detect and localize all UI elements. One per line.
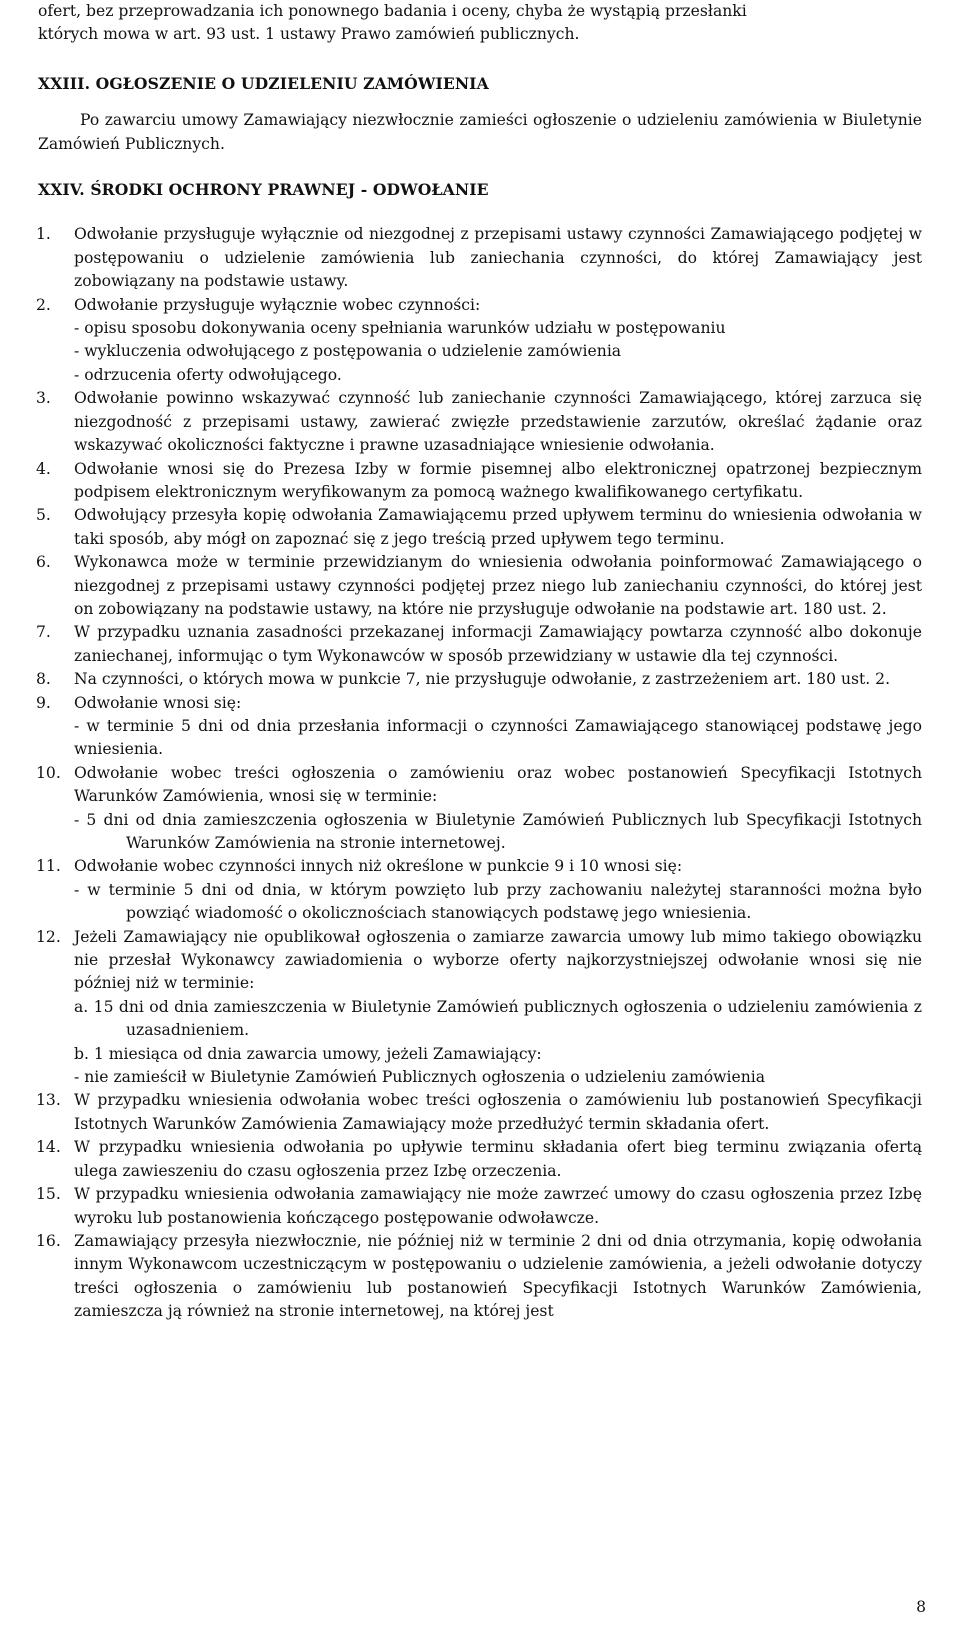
list-item-body xyxy=(74,387,922,457)
list-item xyxy=(34,504,922,551)
list-item-number: 2. xyxy=(36,295,51,314)
list-item-text: W przypadku wniesienia odwołania wobec treści ogłoszenia o zamówieniu lub postanowień Specyfikacji Istotnych Warunków Zamówienia Zamawiający może przedłużyć termin składania ofert. xyxy=(74,1091,922,1133)
list-item-text: Odwołanie wnosi się do Prezesa Izby w formie pisemnej albo elektronicznej opatrzonej bezpiecznym podpisem elektronicznym weryfikowanym za pomocą ważnego kwalifikowanego certyfikatu. xyxy=(74,459,922,501)
list-item-body xyxy=(74,692,922,762)
list-item-body xyxy=(74,458,922,505)
list-item-number: 14. xyxy=(36,1138,61,1157)
list-item xyxy=(34,387,922,457)
list-item-text: - opisu sposobu dokonywania oceny spełniania warunków udziału w postępowaniu xyxy=(74,319,726,338)
list-item xyxy=(34,855,922,925)
list-item-body xyxy=(74,1089,922,1136)
list-item-body xyxy=(74,551,922,621)
list-item-body xyxy=(74,1183,922,1230)
list-item-body xyxy=(74,504,922,551)
list-item xyxy=(34,762,922,856)
list-item-number: 4. xyxy=(36,459,51,478)
list-item-number: 1. xyxy=(36,225,51,244)
list-item xyxy=(34,458,922,505)
list-item xyxy=(34,926,922,1090)
list-item-subpoint: a. 15 dni od dnia zamieszczenia w Biuletynie Zamówień publicznych ogłoszenia o udzieleniu zamówienia z uzasadnieniem. xyxy=(74,997,922,1040)
list-item-body xyxy=(74,855,922,925)
list-item-number: 10. xyxy=(36,763,61,782)
section-23-text: Po zawarciu umowy Zamawiający niezwłocznie zamieści ogłoszenie o udzieleniu zamówienia w Biuletynie Zamówień Publicznych. xyxy=(38,111,922,153)
list-item xyxy=(34,621,922,668)
list-item-subpoint: - 5 dni od dnia zamieszczenia ogłoszenia w Biuletynie Zamówień Publicznych lub Specyfikacji Istotnych Warunków Zamówienia na stronie internetowej. xyxy=(74,810,922,852)
list-item-number: 12. xyxy=(36,927,61,946)
list-item xyxy=(34,551,922,621)
list-item-body xyxy=(74,621,922,668)
list-item-text: - w terminie 5 dni od dnia przesłania informacji o czynności Zamawiającego stanowiącej podstawę jego wniesienia. xyxy=(74,716,922,759)
page-number: 8 xyxy=(916,1598,926,1616)
list-item-number: 5. xyxy=(36,506,51,525)
list-item xyxy=(34,1230,922,1324)
list-item-text: Odwołanie przysługuje wyłącznie wobec czynności: xyxy=(74,295,481,314)
list-item-text: Odwołanie wnosi się: xyxy=(74,693,242,712)
list-item-body xyxy=(74,668,922,691)
list-item-text: Odwołanie powinno wskazywać czynność lub zaniechanie czynności Zamawiającego, której zarzuca się niezgodność z przepisami ustawy, zawierać zwięzłe przedstawienie zarzutów, określać żądanie oraz wskazywać okoliczności faktyczne i prawne uzasadniające wniesienie odwołania. xyxy=(74,389,922,455)
list-item-number: 15. xyxy=(36,1185,61,1204)
list-item xyxy=(34,223,922,293)
list-item-body xyxy=(74,294,922,388)
section-24-title: XXIV. ŚRODKI OCHRONY PRAWNEJ - ODWOŁANIE xyxy=(38,180,489,200)
list-item xyxy=(34,294,922,388)
list-item-text: Odwołanie wobec czynności innych niż określone w punkcie 9 i 10 wnosi się: xyxy=(74,857,683,876)
list-item-text: Jeżeli Zamawiający nie opublikował ogłoszenia o zamiarze zawarcia umowy lub mimo takiego obowiązku nie przesłał Wykonawcy zawiadomienia o wyborze oferty najkorzystniejszej odwołanie wnosi się nie później niż w terminie: xyxy=(74,927,922,993)
document-page xyxy=(34,0,922,1324)
list-item-text: W przypadku wniesienia odwołania zamawiający nie może zawrzeć umowy do czasu ogłoszenia przez Izbę wyroku lub postanowienia kończącego postępowanie odwoławcze. xyxy=(74,1185,922,1227)
list-item xyxy=(34,1183,922,1230)
list-item-number: 11. xyxy=(36,857,61,876)
list-item-body xyxy=(74,926,922,1090)
intro-line-2: których mowa w art. 93 ust. 1 ustawy Prawo zamówień publicznych. xyxy=(38,25,580,44)
list-item-number: 3. xyxy=(36,389,51,408)
list-item-body xyxy=(74,1136,922,1183)
list-item-body xyxy=(74,1230,922,1324)
section-23-title: XXIII. OGŁOSZENIE O UDZIELENIU ZAMÓWIENIA xyxy=(38,73,489,93)
list-item-number: 13. xyxy=(36,1091,61,1110)
list-item-text: - wykluczenia odwołującego z postępowania o udzielenie zamówienia xyxy=(74,342,622,361)
list-item-body xyxy=(74,223,922,293)
list-item-text: - odrzucenia oferty odwołującego. xyxy=(74,365,342,384)
list-item-number: 6. xyxy=(36,553,51,572)
list-item-text: Zamawiający przesyła niezwłocznie, nie później niż w terminie 2 dni od dnia otrzymania, kopię odwołania innym Wykonawcom uczestniczącym w postępowaniu o udzielenie zamówienia, a jeżeli odwołanie dotyczy treści ogłoszenia o zamówieniu lub postanowień Specyfikacji Istotnych Warunków Zamówienia, zamieszcza ją również na stronie internetowej, na której jest xyxy=(74,1231,922,1321)
list-item-subpoint: - w terminie 5 dni od dnia, w którym powzięto lub przy zachowaniu należytej staranności można było powziąć wiadomość o okolicznościach stanowiących podstawę jego wniesienia. xyxy=(74,880,922,923)
list-item-number: 16. xyxy=(36,1231,61,1250)
intro-line-1: ofert, bez przeprowadzania ich ponownego badania i oceny, chyba że wystąpią przesłanki xyxy=(38,2,747,20)
list-item-text: Odwołanie przysługuje wyłącznie od niezgodnej z przepisami ustawy czynności Zamawiającego podjętej w postępowaniu o udzielenie zamówienia lub zaniechania czynności, do której Zamawiający jest zobowiązany na podstawie ustawy. xyxy=(74,225,922,291)
list-item-text: - nie zamieścił w Biuletynie Zamówień Publicznych ogłoszenia o udzieleniu zamówienia xyxy=(74,1068,766,1087)
list-item xyxy=(34,668,922,691)
list-item-number: 7. xyxy=(36,623,51,642)
list-item-text: Odwołujący przesyła kopię odwołania Zamawiającemu przed upływem terminu do wniesienia odwołania w taki sposób, aby mógł on zapoznać się z jego treścią przed upływem tego terminu. xyxy=(74,506,922,548)
list-item xyxy=(34,1136,922,1183)
list-item-text: Na czynności, o których mowa w punkcie 7, nie przysługuje odwołanie, z zastrzeżeniem art. 180 ust. 2. xyxy=(74,670,891,689)
numbered-list xyxy=(34,223,922,1323)
list-item-text: W przypadku wniesienia odwołania po upływie terminu składania ofert bieg terminu związania ofertą ulega zawieszeniu do czasu ogłoszenia przez Izbę orzeczenia. xyxy=(74,1138,922,1180)
list-item xyxy=(34,692,922,762)
list-item-body xyxy=(74,762,922,856)
list-item-number: 9. xyxy=(36,693,51,712)
list-item-text: Wykonawca może w terminie przewidzianym do wniesienia odwołania poinformować Zamawiającego o niezgodnej z przepisami ustawy czynności podjętej przez niego lub zaniechaniu czynności, do której jest on zobowiązany na podstawie ustawy, na które nie przysługuje odwołanie na podstawie art. 180 ust. 2. xyxy=(74,553,922,618)
list-item-text: W przypadku uznania zasadności przekazanej informacji Zamawiający powtarza czynność albo dokonuje zaniechanej, informując o tym Wykonawców w sposób przewidziany w ustawie dla tej czynności. xyxy=(74,623,922,665)
list-item xyxy=(34,1089,922,1136)
list-item-number: 8. xyxy=(36,670,51,689)
list-item-text: Odwołanie wobec treści ogłoszenia o zamówieniu oraz wobec postanowień Specyfikacji Istotnych Warunków Zamówienia, wnosi się w terminie: xyxy=(74,763,922,806)
list-item-subpoint: b. 1 miesiąca od dnia zawarcia umowy, jeżeli Zamawiający: xyxy=(74,1044,542,1063)
